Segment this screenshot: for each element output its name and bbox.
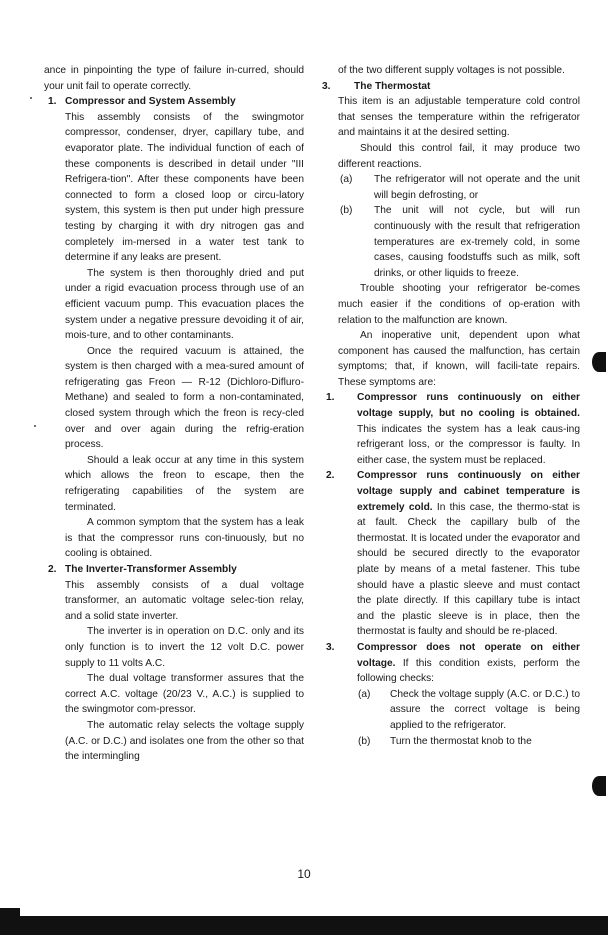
paragraph: The automatic relay selects the voltage supply (A.C. or D.C.) and isolates one from the other so that the intermingling (65, 719, 304, 763)
check-item-b (338, 734, 580, 750)
section-title: Compressor and System Assembly (65, 96, 236, 108)
symptom-item-2 (326, 468, 580, 640)
section-heading-inverter (44, 562, 304, 578)
section-heading-thermostat (322, 79, 580, 95)
page-number: 10 (297, 867, 311, 881)
check-item-label: (a) (358, 688, 371, 700)
sub-item-label: (a) (340, 174, 353, 186)
paragraph: The dual voltage transformer assures that the correct A.C. voltage (20/23 V., A.C.) is supplied to the swingmotor com-pressor. (65, 673, 304, 716)
item-number: 3. (326, 641, 335, 653)
item-text: This indicates the system has a leak caus-ing refrigerant loss, or the compressor is faulty. In either case, the system must be replaced. (357, 423, 580, 466)
paragraph: The system is then thoroughly dried and put under a rigid evacuation process through use of an efficient vacuum pump. This evacuation places the system under a negative pressure devoiding it of air, mois-ture, and to other contaminants. (65, 267, 304, 342)
section-number: 3. (322, 80, 331, 92)
scan-speck (30, 97, 32, 99)
item-lead: Compressor runs continuously on either voltage supply and cabinet temperature is extremely cold. (357, 470, 580, 513)
intro-paragraph: ance in pinpointing the type of failure in-curred, should your unit fail to operate correctly. (44, 65, 304, 92)
sub-item-b (338, 203, 580, 281)
item-text: In this case, the thermo-stat is at fault. Check the capillary bulb of the thermostat. It is located under the evaporator and should be secured directly to the evaporator plate by means of a metal fastener. This tube should have a plastic sleeve and must contact the plate directly. If this capillary tube is intact and the plastic sleeve is in place, then the thermostat is faulty and should be re-placed. (357, 501, 580, 638)
sub-item-a (338, 172, 580, 203)
symptom-item-1 (326, 390, 580, 468)
paragraph: A common symptom that the system has a leak is that the compressor runs con-tinuously, but no cooling is obtained. (65, 517, 304, 560)
paragraph: This assembly consists of the swingmotor compressor, condenser, dryer, capillary tube, and evaporator plate. The individual function of each of these components is described in detail under "III Refrigera-tion". After these components have been connected to form a closed loop or circu-latory system, this system is then put under high pressure testing by charging it with dry nitrogen gas and completely im-mersed in a water test tank to determine if any leaks are present. (65, 111, 304, 264)
sub-item-text: The unit will not cycle, but will run continuously with the result that refrigeration temperatures are ex-tremely cold, in some cases, causing foodstuffs such as milk, soft drinks, or other liquids to freeze. (374, 205, 580, 279)
section-number: 2. (48, 564, 57, 575)
left-column (44, 63, 304, 765)
punch-hole-mark (592, 776, 606, 796)
paragraph: An inoperative unit, dependent upon what component has caused the malfunction, has certain symptoms; that, if known, will facili-tate repairs. These symptoms are: (338, 330, 580, 388)
scan-edge-bar (0, 916, 608, 935)
item-lead: Compressor does not operate on either voltage. (357, 641, 580, 669)
paragraph: This item is an adjustable temperature cold control that senses the temperature within the refrigerator and maintains it at the desired setting. (338, 96, 580, 139)
paragraph: Trouble shooting your refrigerator be-comes much easier if the conditions of op-eration with relation to the malfunction are known. (338, 283, 580, 326)
section-number: 1. (48, 96, 57, 108)
punch-hole-mark (592, 352, 606, 372)
paragraph: Once the required vacuum is attained, the system is then charged with a mea-sured amount of refrigerating gas Freon — R-12 (Dichloro-Difluro-Methane) and sealed to form a non-contaminated, closed system through which the freon is recy-cled over and over again during the refrig-eration process. (65, 345, 304, 451)
check-item-a (338, 687, 580, 734)
scan-speck (34, 425, 36, 427)
check-item-text: Check the voltage supply (A.C. or D.C.) to assure the correct voltage is being applied to the refrigerator. (390, 688, 580, 731)
sub-item-label: (b) (340, 205, 353, 217)
right-column (322, 63, 580, 749)
paragraph: The inverter is in operation on D.C. only and its only function is to invert the 12 volt D.C. power supply to 11 volts A.C. (65, 626, 304, 669)
paragraph: This assembly consists of a dual voltage transformer, an automatic voltage selec-tion relay, and a solid state inverter. (65, 579, 304, 622)
section-heading-compressor (44, 94, 304, 110)
paragraph: Should a leak occur at any time in this system which allows the freon to escape, then the refrigerating capabilities of the system are terminated. (65, 454, 304, 513)
sub-item-text: The refrigerator will not operate and the unit will begin defrosting, or (374, 174, 580, 201)
check-item-text: Turn the thermostat knob to the (390, 735, 532, 747)
continued-paragraph: of the two different supply voltages is not possible. (338, 65, 565, 76)
item-lead: Compressor runs continuously on either voltage supply, but no cooling is obtained. (357, 392, 580, 420)
item-text: If this condition exists, perform the following checks: (357, 657, 580, 685)
symptom-item-3 (326, 640, 580, 687)
section-title: The Thermostat (354, 80, 431, 92)
item-number: 1. (326, 392, 335, 404)
check-item-label: (b) (358, 735, 371, 747)
section-title: The Inverter-Transformer Assembly (65, 564, 237, 575)
item-number: 2. (326, 470, 335, 482)
paragraph: Should this control fail, it may produce two different reactions. (338, 142, 580, 170)
